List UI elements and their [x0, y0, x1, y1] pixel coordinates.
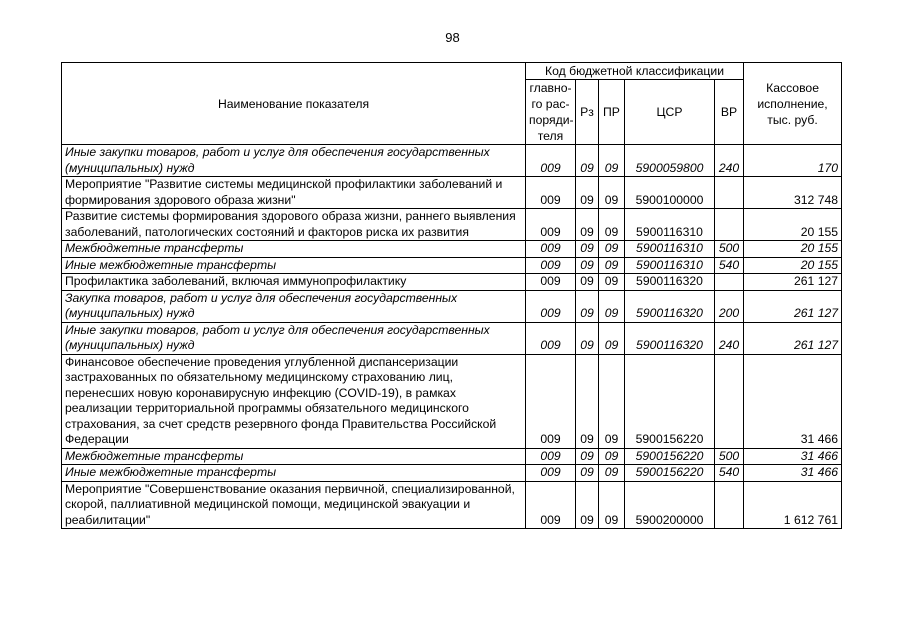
row-glavn: 009	[526, 257, 576, 274]
table-row	[62, 177, 842, 209]
row-rz: 09	[576, 274, 599, 291]
row-amount: 20 155	[744, 257, 842, 274]
row-vr	[715, 209, 744, 241]
budget-table	[61, 62, 842, 529]
header-rz: Рз	[576, 80, 599, 145]
row-vr	[715, 177, 744, 209]
row-name: Иные закупки товаров, работ и услуг для обеспечения государственных (муниципальных) нужд	[62, 145, 526, 177]
row-csr: 5900100000	[625, 177, 715, 209]
row-name: Развитие системы формирования здорового образа жизни, раннего выявления заболеваний, патологических состояний и факторов риска их развития	[62, 209, 526, 241]
row-rz: 09	[576, 209, 599, 241]
row-rz: 09	[576, 481, 599, 529]
row-csr: 5900059800	[625, 145, 715, 177]
header-pr: ПР	[599, 80, 625, 145]
header-glavn: главно-го рас-поряди-теля	[526, 80, 576, 145]
table-row	[62, 257, 842, 274]
page-number: 98	[445, 30, 460, 45]
row-pr: 09	[599, 290, 625, 322]
row-csr: 5900116320	[625, 290, 715, 322]
table-row	[62, 448, 842, 465]
row-amount: 170	[744, 145, 842, 177]
row-pr: 09	[599, 257, 625, 274]
row-csr: 5900116310	[625, 209, 715, 241]
row-csr: 5900156220	[625, 448, 715, 465]
table-body	[62, 145, 842, 529]
row-csr: 5900200000	[625, 481, 715, 529]
row-rz: 09	[576, 177, 599, 209]
row-pr: 09	[599, 177, 625, 209]
row-rz: 09	[576, 145, 599, 177]
row-glavn: 009	[526, 241, 576, 258]
row-amount: 1 612 761	[744, 481, 842, 529]
row-glavn: 009	[526, 465, 576, 482]
row-amount: 20 155	[744, 209, 842, 241]
row-pr: 09	[599, 481, 625, 529]
row-vr: 500	[715, 448, 744, 465]
row-name: Иные закупки товаров, работ и услуг для обеспечения государственных (муниципальных) нужд	[62, 322, 526, 354]
header-name: Наименование показателя	[62, 63, 526, 145]
row-rz: 09	[576, 257, 599, 274]
row-rz: 09	[576, 448, 599, 465]
row-vr: 240	[715, 322, 744, 354]
row-vr: 500	[715, 241, 744, 258]
row-name: Межбюджетные трансферты	[62, 241, 526, 258]
row-glavn: 009	[526, 177, 576, 209]
row-pr: 09	[599, 241, 625, 258]
row-vr: 240	[715, 145, 744, 177]
row-pr: 09	[599, 465, 625, 482]
row-vr	[715, 274, 744, 291]
row-rz: 09	[576, 290, 599, 322]
row-name: Мероприятие "Развитие системы медицинской профилактики заболеваний и формирования здорового образа жизни"	[62, 177, 526, 209]
table-row	[62, 145, 842, 177]
row-vr: 200	[715, 290, 744, 322]
row-pr: 09	[599, 354, 625, 448]
row-csr: 5900116310	[625, 257, 715, 274]
row-rz: 09	[576, 241, 599, 258]
row-name: Межбюджетные трансферты	[62, 448, 526, 465]
row-name: Иные межбюджетные трансферты	[62, 465, 526, 482]
row-rz: 09	[576, 322, 599, 354]
row-pr: 09	[599, 145, 625, 177]
row-glavn: 009	[526, 354, 576, 448]
row-pr: 09	[599, 274, 625, 291]
table-row	[62, 290, 842, 322]
row-pr: 09	[599, 448, 625, 465]
row-pr: 09	[599, 322, 625, 354]
row-amount: 261 127	[744, 290, 842, 322]
row-amount: 261 127	[744, 274, 842, 291]
table-row	[62, 322, 842, 354]
table-row	[62, 209, 842, 241]
row-csr: 5900156220	[625, 465, 715, 482]
header-vr: ВР	[715, 80, 744, 145]
row-amount: 20 155	[744, 241, 842, 258]
row-vr: 540	[715, 465, 744, 482]
row-name: Мероприятие "Совершенствование оказания первичной, специализированной, скорой, паллиативной медицинской помощи, медицинской эвакуации и реабилитации"	[62, 481, 526, 529]
row-glavn: 009	[526, 481, 576, 529]
header-csr: ЦСР	[625, 80, 715, 145]
table-row	[62, 274, 842, 291]
row-csr: 5900116310	[625, 241, 715, 258]
row-csr: 5900156220	[625, 354, 715, 448]
row-vr	[715, 354, 744, 448]
row-rz: 09	[576, 465, 599, 482]
row-glavn: 009	[526, 209, 576, 241]
row-glavn: 009	[526, 290, 576, 322]
header-code-group: Код бюджетной классификации	[526, 63, 744, 80]
row-amount: 31 466	[744, 465, 842, 482]
row-amount: 31 466	[744, 354, 842, 448]
row-csr: 5900116320	[625, 274, 715, 291]
table-row	[62, 354, 842, 448]
table-row	[62, 241, 842, 258]
row-glavn: 009	[526, 274, 576, 291]
row-csr: 5900116320	[625, 322, 715, 354]
row-rz: 09	[576, 354, 599, 448]
row-name: Финансовое обеспечение проведения углубленной диспансеризации застрахованных по обязательному медицинскому страхованию лиц, перенесших новую коронавирусную инфекцию (COVID-19), в рамках реализации территориальной программы обязательного медицинского страхования, за счет средств резервного фонда Правительства Российской Федерации	[62, 354, 526, 448]
row-name: Профилактика заболеваний, включая иммунопрофилактику	[62, 274, 526, 291]
row-amount: 31 466	[744, 448, 842, 465]
row-vr	[715, 481, 744, 529]
table-row	[62, 481, 842, 529]
header-amount: Кассовое исполнение, тыс. руб.	[744, 63, 842, 145]
row-amount: 261 127	[744, 322, 842, 354]
table-row	[62, 465, 842, 482]
row-amount: 312 748	[744, 177, 842, 209]
row-glavn: 009	[526, 322, 576, 354]
row-glavn: 009	[526, 448, 576, 465]
row-name: Иные межбюджетные трансферты	[62, 257, 526, 274]
row-vr: 540	[715, 257, 744, 274]
row-name: Закупка товаров, работ и услуг для обеспечения государственных (муниципальных) нужд	[62, 290, 526, 322]
row-glavn: 009	[526, 145, 576, 177]
row-pr: 09	[599, 209, 625, 241]
